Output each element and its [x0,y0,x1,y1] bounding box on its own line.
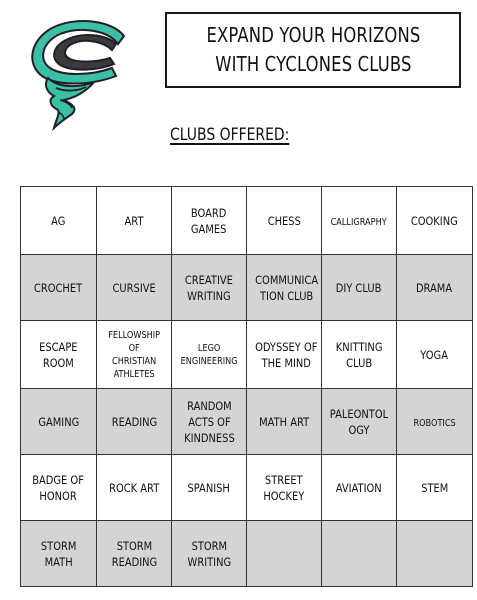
club-name-line: STEM [420,480,449,495]
club-name [336,339,383,371]
club-name [421,347,449,363]
club-name-line: CALLIGRAPHY [330,216,388,228]
club-cell [397,255,473,321]
club-name-line: FELLOWSHIP [108,329,160,341]
club-name-line: SPANISH [187,480,231,495]
page-title [206,21,420,79]
club-name [255,272,318,304]
club-name-line: MATH [44,554,73,569]
club-name-line: GAMING [38,414,79,429]
club-cell [97,455,172,521]
cyclone-logo-icon [20,14,138,132]
empty-cell [247,521,322,587]
table-row [21,255,473,321]
club-name-line: AG [51,213,66,228]
club-name [108,329,160,381]
club-name-line: RANDOM [186,398,232,413]
table-row [21,187,473,255]
club-name-line: THE MIND [261,355,311,370]
empty-cell [322,521,397,587]
club-name [188,480,230,496]
club-name-line: ACTS OF [187,414,231,429]
club-name-line: STORM [191,538,227,553]
table-row [21,521,473,587]
club-name [330,406,388,438]
club-name-line: LEGO [197,342,221,354]
club-name [180,342,237,368]
club-name [51,213,65,229]
club-name-line: CREATIVE [185,272,233,287]
club-name-line: CURSIVE [112,280,156,295]
club-name-line: WRITING [187,288,231,303]
club-name [411,213,458,229]
club-name [336,480,382,496]
club-name-line: OGY [348,422,370,437]
club-cell [21,187,97,255]
club-name [264,472,305,504]
club-cell [172,389,247,455]
club-cell [247,321,322,389]
club-cell [172,255,247,321]
club-cell [97,389,172,455]
club-name [187,538,231,570]
club-name-line: COMMUNICA [255,272,319,287]
club-cell [97,521,172,587]
club-name-line: ESCAPE [39,339,78,354]
title-box [165,12,461,88]
club-name [125,213,144,229]
club-name-line: ROCK ART [108,480,160,495]
table-row [21,455,473,521]
club-name-line: TION CLUB [259,288,314,303]
club-name [38,414,79,430]
club-name-line: READING [111,554,157,569]
club-name-line: DIY CLUB [336,280,382,295]
club-name-line: KINDNESS [183,430,235,445]
club-name [111,414,156,430]
club-name-line: ODYSSEY OF [255,339,318,354]
club-name-line: CROCHET [34,280,83,295]
club-cell [97,255,172,321]
table-row [21,389,473,455]
club-cell [97,321,172,389]
table-row [21,321,473,389]
club-name [39,339,77,371]
club-name-line: STREET [265,472,303,487]
club-cell [172,521,247,587]
club-name-line: COOKING [411,213,458,228]
club-name-line: YOGA [420,347,449,362]
club-name-line: ATHLETES [113,368,155,380]
club-name-line: KNITTING [335,339,383,354]
clubs-offered-heading: CLUBS OFFERED: [170,125,290,145]
club-cell [397,389,473,455]
club-name-line: PALEONTOL [329,406,389,421]
club-name-line: ROBOTICS [413,417,456,429]
club-name [41,538,77,570]
club-name-line: CHRISTIAN [111,355,157,367]
clubs-table [20,186,473,587]
club-name [267,213,300,229]
club-cell [397,187,473,255]
club-cell [322,255,397,321]
club-cell [247,455,322,521]
club-name-line: WRITING [187,554,231,569]
club-cell [322,389,397,455]
club-cell [21,521,97,587]
club-name [421,480,448,496]
club-name-line: BOARD [191,205,227,220]
club-name [185,272,233,304]
club-cell [172,321,247,389]
club-name [184,398,235,446]
club-name [33,472,85,504]
club-name [331,216,387,229]
club-name-line: HONOR [39,488,78,503]
club-name [413,417,455,430]
club-cell [322,321,397,389]
club-cell [322,455,397,521]
club-name-line: DRAMA [416,280,453,295]
club-name [259,414,309,430]
club-name-line: OF [128,342,140,354]
club-name-line: STORM [116,538,152,553]
club-name-line: CLUB [346,355,372,370]
title-line-1: EXPAND YOUR HORIZONS [206,23,420,47]
club-name-line: GAMES [191,221,227,236]
club-name [255,339,317,371]
club-name [34,280,82,296]
club-name-line: HOCKEY [263,488,305,503]
club-cell [172,455,247,521]
club-name-line: BADGE OF [32,472,85,487]
club-name [112,280,155,296]
club-name-line: MATH ART [258,414,310,429]
club-name [416,280,452,296]
club-name-line: READING [111,414,157,429]
club-cell [247,389,322,455]
club-name-line: CHESS [267,213,301,228]
club-name-line: ROOM [42,355,74,370]
club-name [336,280,382,296]
club-cell [21,455,97,521]
club-name-line: STORM [40,538,77,553]
title-line-2: WITH CYCLONES CLUBS [214,52,412,76]
club-cell [172,187,247,255]
club-name [109,480,159,496]
club-cell [21,389,97,455]
club-name [111,538,156,570]
club-cell [97,187,172,255]
club-cell [322,187,397,255]
club-cell [247,255,322,321]
club-cell [397,455,473,521]
club-name-line: AVIATION [336,480,382,495]
club-cell [21,255,97,321]
club-cell [247,187,322,255]
club-name [191,205,227,237]
club-name-line: ENGINEERING [180,355,238,367]
club-name-line: ART [124,213,144,228]
club-cell [397,321,473,389]
club-cell [21,321,97,389]
empty-cell [397,521,473,587]
